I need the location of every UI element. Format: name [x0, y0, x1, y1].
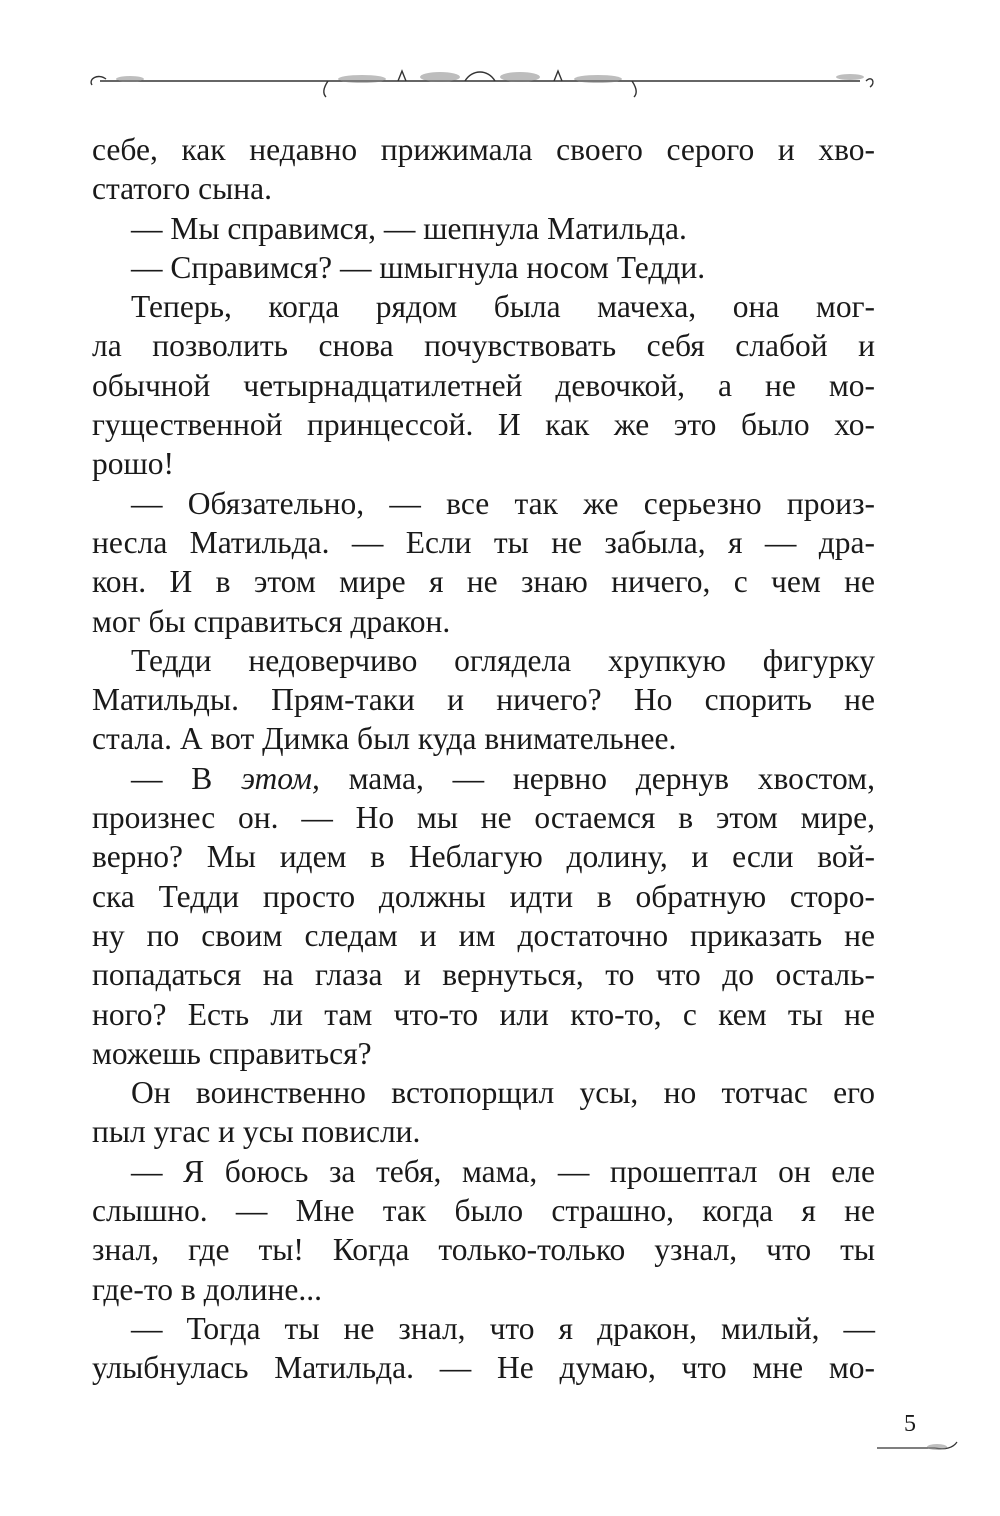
text-line: [92, 759, 875, 798]
text-line: ного? Есть ли там что-то или кто-то, с кем ты не: [92, 996, 875, 1032]
text-line: несла Матильда. — Если ты не забыла, я — дра-: [92, 524, 875, 560]
text-line: гущественной принцессой. И как же это было хо-: [92, 407, 875, 443]
text-line: мог бы справиться дракон.: [92, 603, 451, 639]
text-line: — Справимся? — шмыгнула носом Тедди.: [131, 249, 706, 285]
text-line: где-то в долине...: [92, 1271, 322, 1307]
page-number: 5: [904, 1411, 916, 1437]
text-line: знал, где ты! Когда только-только узнал, что ты: [92, 1232, 875, 1268]
text-line: можешь справиться?: [92, 1035, 372, 1071]
text-line: кон. И в этом мире я не знаю ничего, с чем не: [92, 564, 875, 600]
text-line: пыл угас и усы повисли.: [92, 1114, 421, 1150]
text-line: себе, как недавно прижимала своего серого и хво-: [92, 132, 875, 167]
text-line: ска Тедди просто должны идти в обратную сторо-: [92, 878, 875, 914]
text-line: произнес он. — Но мы не остаемся в этом мире,: [92, 800, 875, 836]
text-line: стала. А вот Димка был куда внимательнее.: [92, 721, 677, 757]
text-line: улыбнулась Матильда. — Не думаю, что мне мо-: [92, 1350, 875, 1386]
text-line: ла позволить снова почувствовать себя слабой и: [92, 328, 875, 364]
text-line: обычной четырнадцатилетней девочкой, а не мо-: [92, 367, 875, 403]
text-line: Теперь, когда рядом была мачеха, она мог-: [131, 289, 875, 325]
text-line: верно? Мы идем в Неблагую долину, и если вой-: [92, 839, 875, 875]
text-segment: — В: [131, 760, 242, 796]
footer-ornament: [875, 1436, 965, 1456]
text-line: ну по своим следам и им достаточно приказать не: [92, 917, 875, 953]
text-line: — Я боюсь за тебя, мама, — прошептал он еле: [131, 1153, 875, 1189]
text-line: — Обязательно, — все так же серьезно произ-: [131, 485, 875, 521]
text-line: Он воинственно встопорщил усы, но тотчас его: [131, 1075, 875, 1111]
text-line: рошо!: [92, 446, 174, 482]
text-line: статого сына.: [92, 171, 273, 207]
body-text: [92, 130, 875, 1388]
header-ornament: [80, 55, 880, 105]
italic-text-segment: этом,: [241, 760, 320, 796]
text-line: слышно. — Мне так было страшно, когда я не: [92, 1193, 875, 1229]
text-line: Матильды. Прям-таки и ничего? Но спорить не: [92, 682, 875, 718]
text-segment: мама, — нервно дернув хвостом,: [319, 760, 875, 796]
text-line: Тедди недоверчиво оглядела хрупкую фигурку: [131, 642, 875, 678]
text-line: попадаться на глаза и вернуться, то что до осталь-: [92, 957, 875, 993]
text-line: — Тогда ты не знал, что я дракон, милый, —: [131, 1310, 875, 1346]
text-line: — Мы справимся, — шепнула Матильда.: [131, 210, 687, 246]
